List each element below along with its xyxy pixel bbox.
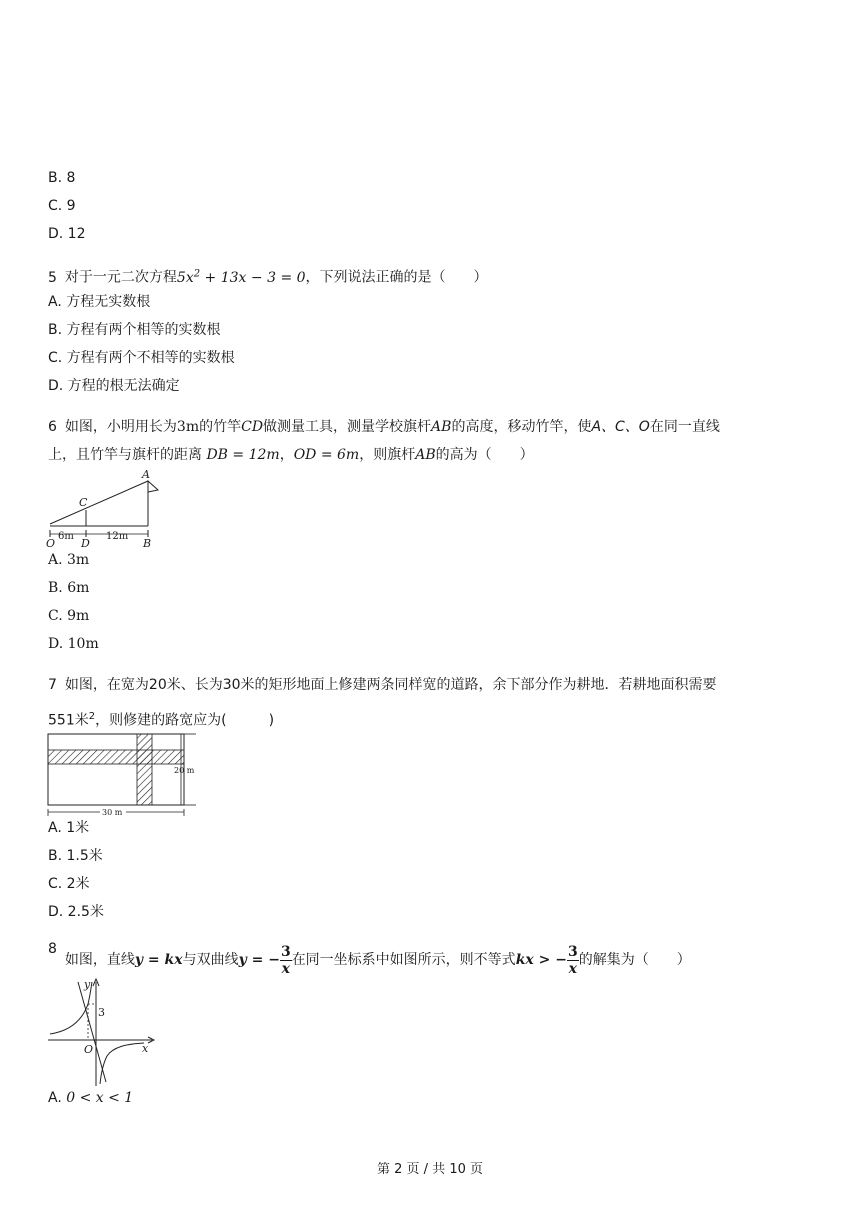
q8-fraction-2: $\frac{3}{x}$	[567, 943, 578, 977]
q4-option-b: B. 8	[48, 170, 76, 186]
q8-label-origin: O	[84, 1043, 94, 1056]
q5-stem: 5 对于一元二次方程$5x^2 + 13x - 3 = 0$，下列说法正确的是（ ）	[48, 268, 488, 286]
q6-stem-line2: 上，且竹竿与旗杆的距离 DB = 12m，OD = 6m，则旗杆AB的高为（ ）	[48, 447, 534, 463]
page-footer: 第 2 页 / 共 10 页	[377, 1162, 483, 1177]
q7-road-figure	[46, 730, 198, 820]
q8-label-x: x	[142, 1042, 149, 1055]
q5-option-b: B. 方程有两个相等的实数根	[48, 322, 221, 338]
q5-equation: $5x^2 + 13x - 3 = 0$	[176, 268, 306, 286]
q6-option-c: C. 9m	[48, 608, 90, 624]
q8-stem: 8如图，直线y = kx与双曲线y = − $\frac{3}{x}$ 在同一坐标系中如图所示，则不等式kx > − $\frac{3}{x}$ 的解集为（ ）	[48, 941, 691, 977]
q6-label-d: D	[81, 537, 90, 550]
q6-label-a: A	[142, 468, 150, 481]
q6-label-b: B	[143, 537, 152, 550]
q7-stem-line1: 7 如图，在宽为20米、长为30米的矩形地面上修建两条同样宽的道路，余下部分作为耕地．若耕地面积需要	[48, 677, 717, 693]
q6-label-c: C	[79, 496, 88, 509]
q4-option-c: C. 9	[48, 198, 76, 214]
q7-option-c: C. 2米	[48, 876, 90, 892]
q6-label-od: 6m	[58, 531, 74, 542]
q4-option-d: D. 12	[48, 226, 86, 242]
q5-option-a: A. 方程无实数根	[48, 294, 151, 310]
q7-stem-line2: 551米$^2$，则修建的路宽应为( )	[48, 711, 275, 729]
q6-flagpole-figure	[44, 468, 168, 550]
q6-option-b: B. 6m	[48, 580, 90, 596]
q7-label-width: 20 m	[174, 766, 195, 775]
q8-fraction-1: $\frac{3}{x}$	[280, 943, 291, 977]
q6-stem-line1: 6 如图，小明用长为3m的竹竿CD做测量工具，测量学校旗杆AB的高度，移动竹竿，使A、C、O在同一直线	[48, 419, 720, 435]
q8-option-a: A. 0 < x < 1	[48, 1090, 134, 1106]
q8-label-y: y	[84, 978, 91, 991]
q6-label-o: O	[46, 537, 56, 550]
q6-label-db: 12m	[106, 531, 129, 542]
q8-graph-figure	[44, 976, 156, 1088]
q5-option-c: C. 方程有两个不相等的实数根	[48, 350, 235, 366]
q7-option-d: D. 2.5米	[48, 904, 104, 920]
q7-label-length: 30 m	[102, 808, 123, 817]
q7-option-a: A. 1米	[48, 820, 90, 836]
q6-number: 6	[48, 419, 57, 435]
q7-option-b: B. 1.5米	[48, 848, 103, 864]
q6-option-a: A. 3m	[48, 552, 90, 568]
q7-number: 7	[48, 677, 57, 693]
q5-number: 5	[48, 269, 57, 286]
q5-option-d: D. 方程的根无法确定	[48, 378, 180, 394]
q8-number: 8	[48, 941, 57, 957]
q8-label-three: 3	[98, 1006, 105, 1019]
q6-option-d: D. 10m	[48, 636, 99, 652]
